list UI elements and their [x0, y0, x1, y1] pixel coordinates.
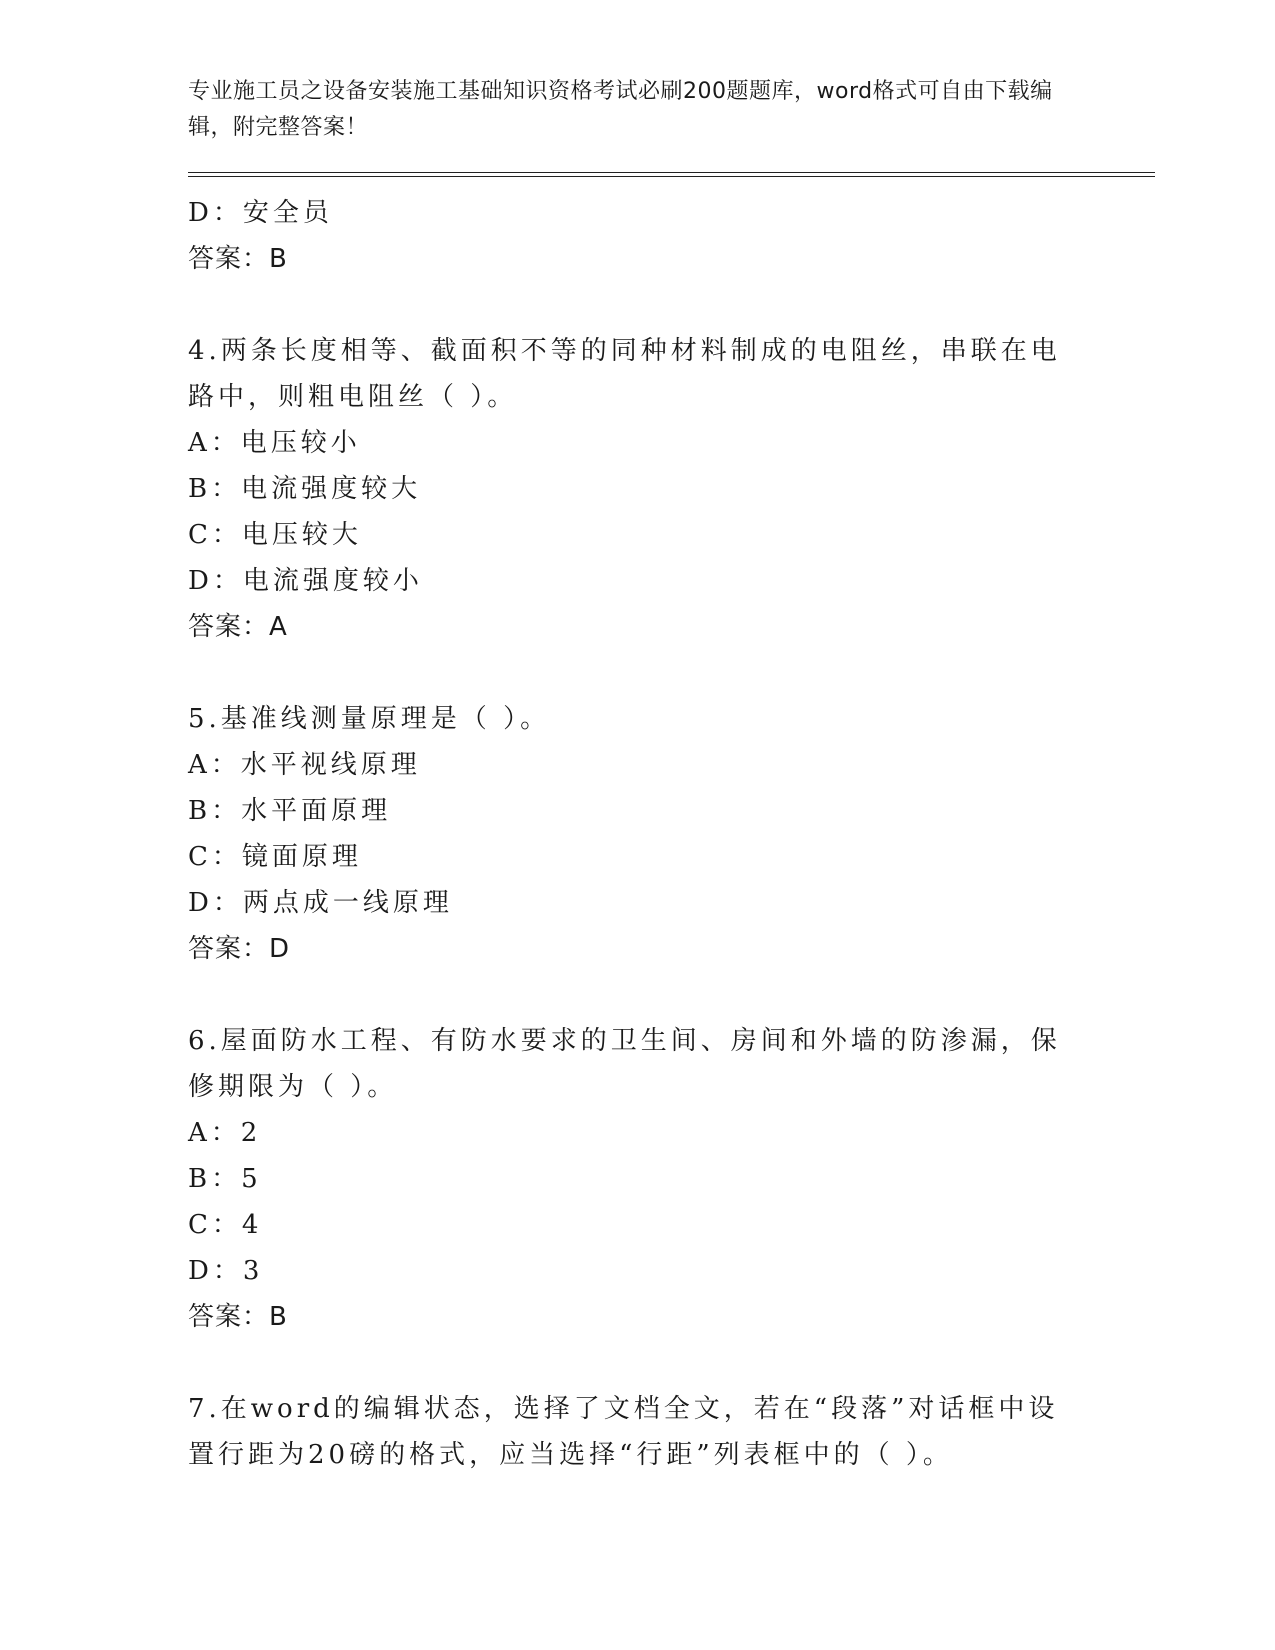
answer-line: 答案：B [188, 244, 288, 274]
option-a: A：电压较小 [188, 428, 361, 458]
question-item [188, 328, 1108, 650]
question-stem: 4.两条长度相等、截面积不等的同种材料制成的电阻丝，串联在电路中，则粗电阻丝（ ）。 [188, 336, 1061, 412]
answer-line: 答案：D [188, 934, 291, 964]
question-item [188, 1018, 1108, 1340]
answer-line: 答案：A [188, 612, 288, 642]
question-item [188, 1386, 1108, 1478]
option-d: D：3 [188, 1256, 264, 1286]
question-stem: 5.基准线测量原理是（ ）。 [188, 704, 551, 734]
header-divider-bottom [188, 176, 1155, 177]
header-divider-top [188, 172, 1155, 173]
option-b: B：水平面原理 [188, 796, 392, 826]
option-c: C：4 [188, 1210, 263, 1240]
question-item [188, 696, 1108, 972]
option-b: B：电流强度较大 [188, 474, 422, 504]
answer-line: 答案：B [188, 1302, 288, 1332]
option-d: D：电流强度较小 [188, 566, 423, 596]
question-list [188, 190, 1108, 1478]
option-b: B：5 [188, 1164, 262, 1194]
question-stem: 7.在word的编辑状态，选择了文档全文，若在“段落”对话框中设置行距为20磅的格式，应当选择“行距”列表框中的（ ）。 [188, 1394, 1059, 1470]
question-item [188, 190, 1108, 282]
option-a: A：2 [188, 1118, 262, 1148]
option-d: D：两点成一线原理 [188, 888, 453, 918]
option-c: C：镜面原理 [188, 842, 362, 872]
option-d: D：安全员 [188, 198, 333, 228]
page-header-title: 专业施工员之设备安装施工基础知识资格考试必刷200题题库，word格式可自由下载编辑，附完整答案！ [188, 79, 1053, 140]
option-c: C：电压较大 [188, 520, 362, 550]
option-a: A：水平视线原理 [188, 750, 421, 780]
question-stem: 6.屋面防水工程、有防水要求的卫生间、房间和外墙的防渗漏，保修期限为（ ）。 [188, 1026, 1061, 1102]
